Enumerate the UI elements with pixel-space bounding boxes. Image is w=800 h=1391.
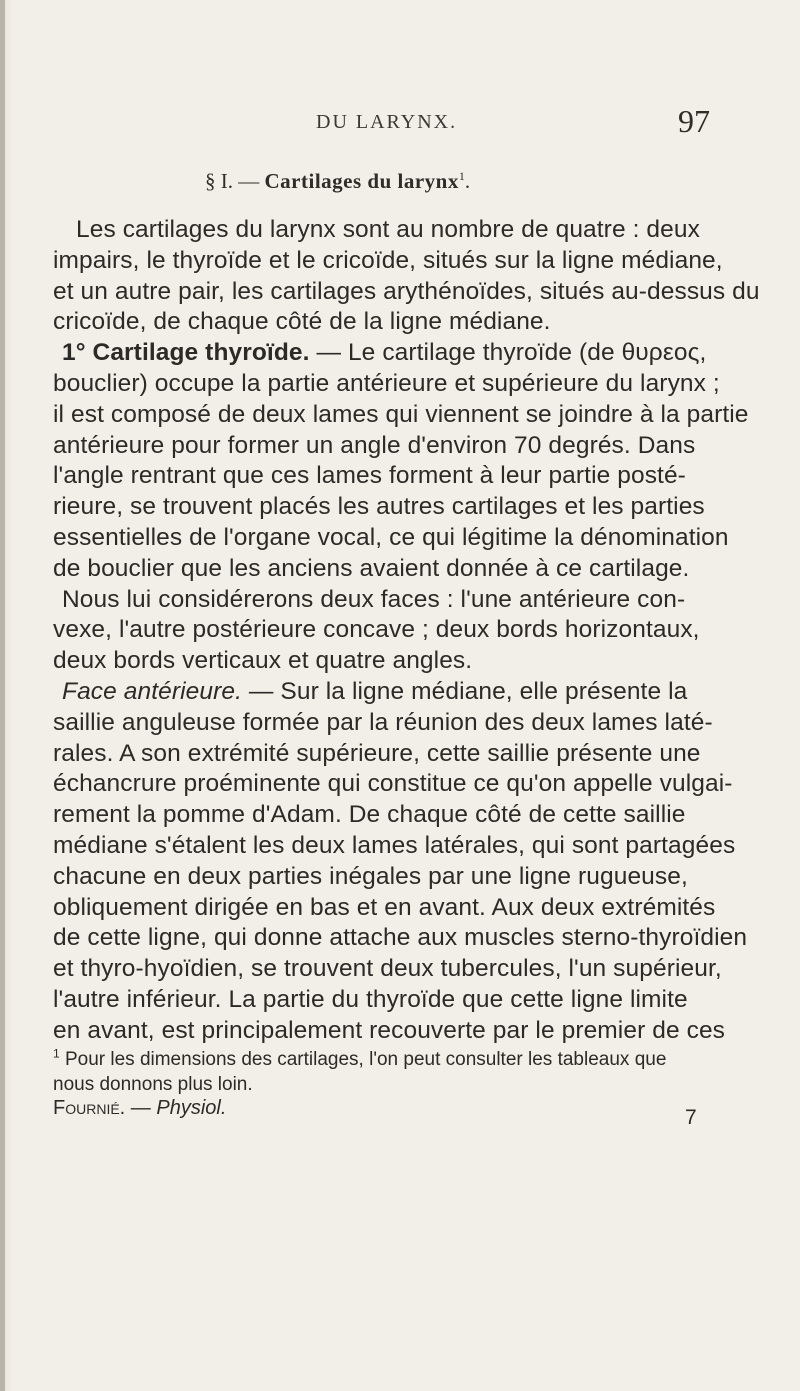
text-line [53, 524, 729, 552]
text-line [53, 863, 688, 891]
page-number: 97 [678, 103, 710, 139]
line-text: et un autre pair, les cartilages arythénoïdes, situés au-dessus du [53, 278, 760, 305]
text-line [62, 339, 706, 367]
text-line [53, 1017, 725, 1045]
line-text: en avant, est principalement recouverte par le premier de ces [53, 1017, 726, 1044]
signature-separator: — [125, 1097, 157, 1119]
text-line [53, 924, 747, 952]
page-header [0, 103, 800, 143]
line-text: — Le cartilage thyroïde (de θυρεος, [309, 339, 707, 366]
line-text: impairs, le thyroïde et le cricoïde, situés sur la ligne médiane, [53, 247, 723, 274]
text-line [62, 586, 685, 614]
line-text: deux bords verticaux et quatre angles. [53, 647, 473, 674]
text-line [53, 432, 695, 460]
line-text: de cette ligne, qui donne attache aux muscles sterno-thyroïdien [53, 924, 748, 951]
running-head: DU LARYNX. [316, 111, 458, 133]
line-text: essentielles de l'organe vocal, ce qui légitime la dénomination [53, 524, 729, 551]
text-line [53, 247, 723, 275]
text-line [53, 278, 760, 306]
text-line [53, 616, 700, 644]
text-line [53, 709, 713, 737]
line-text: — Sur la ligne médiane, elle présente la [242, 678, 688, 705]
text-line [62, 678, 687, 706]
text-line [53, 647, 472, 675]
line-text: chacune en deux parties inégales par une ligne rugueuse, [53, 863, 688, 890]
footnote-reference: 1 [458, 169, 465, 183]
footnote-line [53, 1074, 253, 1096]
text-line [53, 832, 735, 860]
line-text: vexe, l'autre postérieure concave ; deux bords horizontaux, [53, 616, 700, 643]
line-text: cricoïde, de chaque côté de la ligne médiane. [53, 308, 551, 335]
text-line [53, 955, 722, 983]
text-line [53, 370, 720, 398]
section-heading [205, 169, 470, 194]
line-text: il est composé de deux lames qui viennent se joindre à la partie [53, 401, 749, 428]
line-text: antérieure pour former un angle d'environ 70 degrés. Dans [53, 432, 696, 459]
line-text: l'autre inférieur. La partie du thyroïde que cette ligne limite [53, 986, 688, 1013]
text-line [53, 770, 733, 798]
section-suffix: . [464, 169, 471, 193]
line-text: de bouclier que les anciens avaient donnée à ce cartilage. [53, 555, 690, 582]
line-text: échancrure proéminente qui constitue ce qu'on appelle vulgai- [53, 770, 733, 797]
line-text: rieure, se trouvent placés les autres cartilages et les parties [53, 493, 705, 520]
line-text: l'angle rentrant que ces lames forment à leur partie posté- [53, 462, 686, 489]
text-line [53, 555, 689, 583]
text-line [53, 894, 715, 922]
text-line [53, 493, 705, 521]
page-binding-edge [0, 0, 5, 1391]
section-prefix: § I. — [205, 169, 265, 193]
signature-work: Physiol. [156, 1097, 227, 1119]
line-text: Les cartilages du larynx sont au nombre de quatre : deux [76, 216, 700, 243]
sheet-number: 7 [685, 1106, 697, 1129]
footnote-line [53, 1046, 667, 1071]
footnote-text-2: nous donnons plus loin. [53, 1074, 253, 1095]
printer-signature [53, 1097, 226, 1120]
text-line [53, 986, 688, 1014]
line-text: Nous lui considérerons deux faces : l'une antérieure con- [62, 586, 686, 613]
text-line [76, 216, 700, 244]
text-line [53, 462, 686, 490]
text-line [53, 801, 686, 829]
footnote-marker: 1 [53, 1046, 60, 1061]
line-text: rales. A son extrémité supérieure, cette saillie présente une [53, 740, 701, 767]
signature-author: Fournié. [53, 1097, 126, 1119]
line-text: obliquement dirigée en bas et en avant. Aux deux extrémités [53, 894, 716, 921]
italic-subheading: Face antérieure. [62, 678, 243, 705]
text-line [53, 401, 749, 429]
text-line [53, 308, 551, 336]
line-text: et thyro-hyoïdien, se trouvent deux tubercules, l'un supérieur, [53, 955, 722, 982]
line-text: saillie anguleuse formée par la réunion des deux lames laté- [53, 709, 713, 736]
footnote-text-1: Pour les dimensions des cartilages, l'on peut consulter les tableaux que [59, 1049, 667, 1070]
line-text: bouclier) occupe la partie antérieure et supérieure du larynx ; [53, 370, 720, 397]
section-title: Cartilages du larynx [264, 169, 459, 193]
line-text: rement la pomme d'Adam. De chaque côté de cette saillie [53, 801, 686, 828]
text-line [53, 740, 701, 768]
line-text: médiane s'étalent les deux lames latérales, qui sont partagées [53, 832, 736, 859]
heading-term: 1° Cartilage thyroïde. [62, 339, 310, 366]
